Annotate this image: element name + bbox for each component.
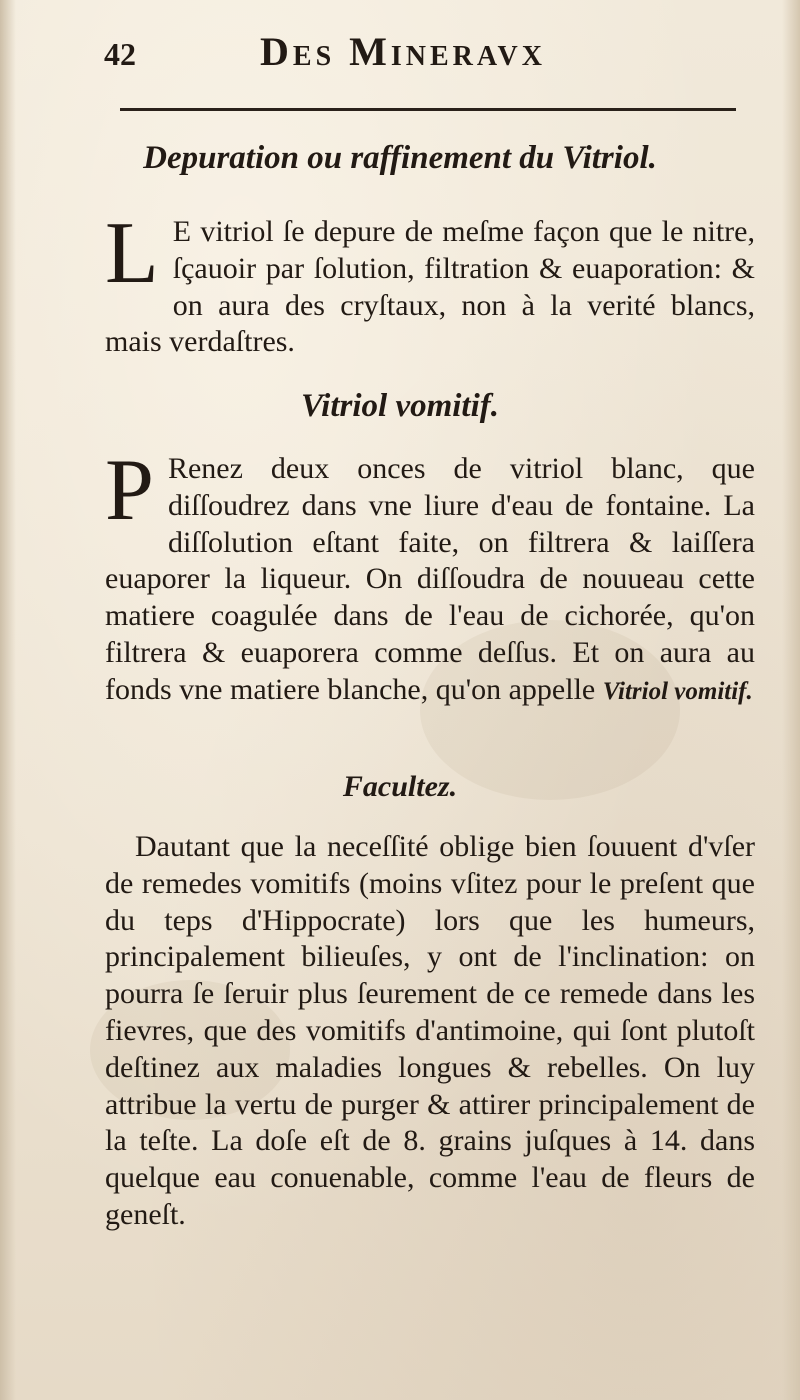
page-number: 42 [104, 36, 136, 72]
section-paragraph-depuration [105, 205, 755, 361]
paragraph-text: Renez deux onces de vitriol blanc, que diſſoudrez dans vne liure d'eau de fontaine. La diſſolution eſtant faite, on filtrera & laiſſera euaporer la liqueur. On diſſoudra de nouueau cette matiere coagulée dans de l'eau de cichorée, qu'on filtrera & euaporera comme deſſus. Et on aura au fonds vne matiere blanche, qu'on appelle [105, 452, 755, 706]
paragraph-text: Dautant que la neceſſité oblige bien ſouuent d'vſer de remedes vomitifs (moins vſitez pour le preſent que du teps d'Hippocrate) lors que les humeurs, principalement bilieuſes, y ont de l'inclination: on pourra ſe ſeruir plus ſeurement de ce remede dans les fievres, que des vomitifs d'antimoine, qui ſont plutoſt deſtinez aux maladies longues & rebelles. On luy attribue la vertu de purger & attirer principalement de la teſte. La doſe eſt de 8. grains juſques à 14. dans quelque eau conuenable, comme l'eau de fleurs de geneſt. [105, 830, 755, 1231]
section-heading-facultez: Facultez. [342, 770, 458, 803]
paragraph-italic-term: Vitriol vomitif. [602, 677, 753, 705]
running-title: Des Mineravx [260, 29, 546, 74]
page-gutter-shadow [0, 0, 16, 1400]
paragraph-text: E vitriol ſe depure de meſme façon que le nitre, ſçauoir par ſolution, filtration & euaporation: & on aura des cryſtaux, non à la verité blancs, mais verdaſtres. [105, 215, 755, 359]
header-rule [120, 108, 736, 111]
section-paragraph-facultez [105, 829, 755, 1234]
page-edge-shadow [782, 0, 800, 1400]
section-paragraph-vitriol-vomitif [105, 442, 755, 711]
running-head [96, 22, 746, 78]
section-heading-depuration: Depuration ou raffinement du Vitriol. [143, 140, 657, 176]
section-heading-vitriol-vomitif: Vitriol vomitif. [300, 388, 500, 424]
dropcap-l: L [105, 205, 159, 302]
dropcap-p: P [105, 442, 154, 539]
